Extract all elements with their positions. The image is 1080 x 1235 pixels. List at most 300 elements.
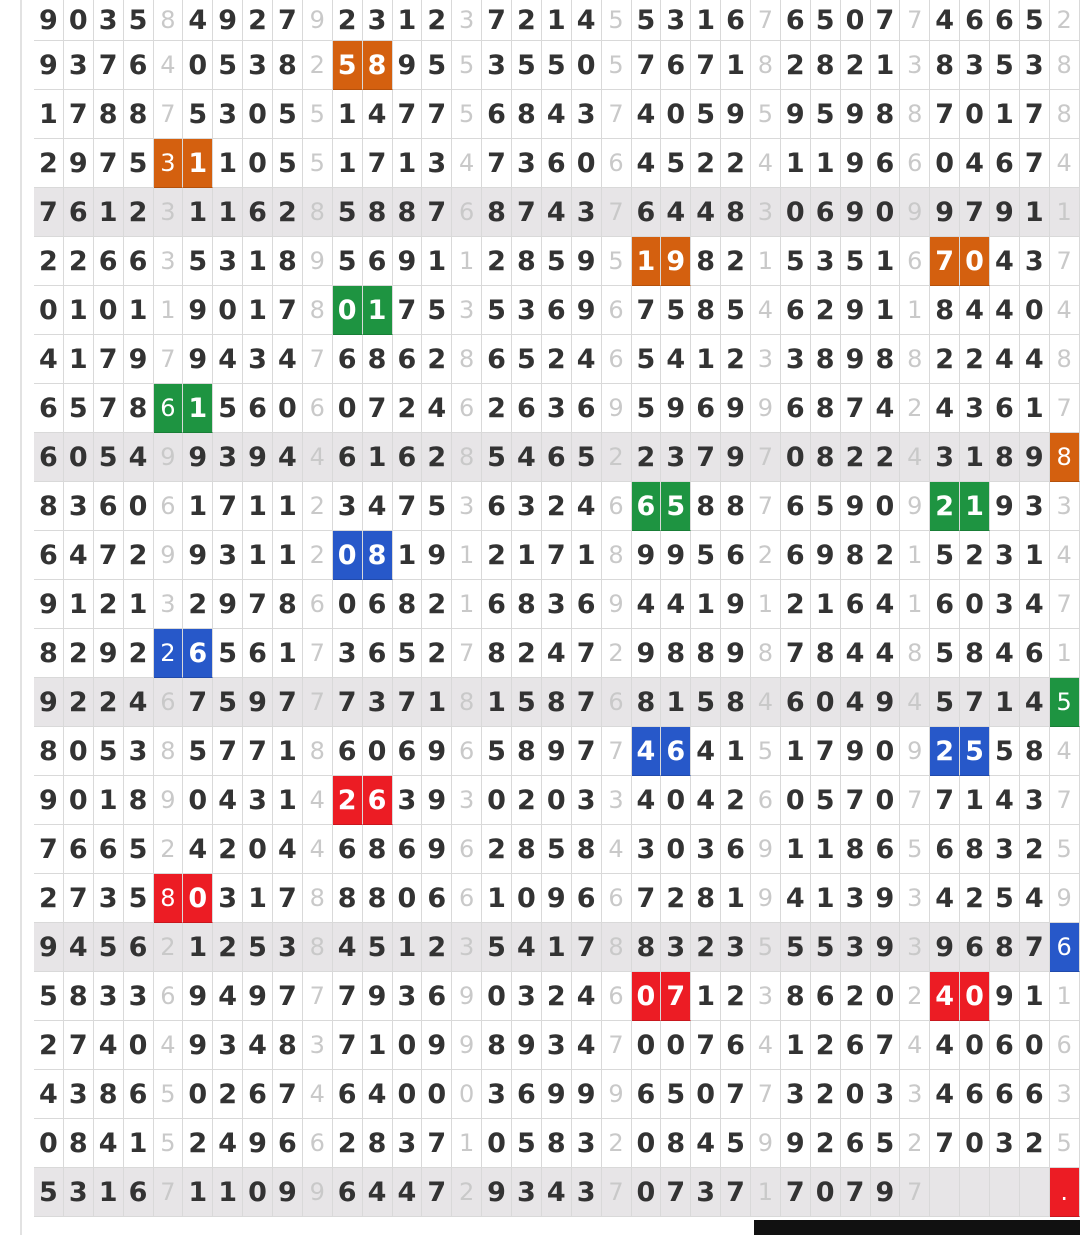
grid-digit: 5 xyxy=(1020,0,1050,41)
grid-digit: 7 xyxy=(363,139,393,188)
grid-digit: 7 xyxy=(422,188,452,237)
grid-row xyxy=(34,90,1080,139)
grid-digit: 1 xyxy=(572,531,602,580)
grid-digit: 6 xyxy=(393,727,423,776)
separator-digit: 7 xyxy=(602,1168,632,1217)
grid-digit: 1 xyxy=(811,139,841,188)
grid-digit: 3 xyxy=(213,90,243,139)
grid-digit: 5 xyxy=(811,776,841,825)
separator-digit: 7 xyxy=(154,335,184,384)
grid-digit: 5 xyxy=(930,678,960,727)
grid-digit: 0 xyxy=(243,139,273,188)
grid-digit: 9 xyxy=(183,531,213,580)
grid-digit: 3 xyxy=(542,580,572,629)
grid-digit: 5 xyxy=(482,727,512,776)
grid-digit: 8 xyxy=(542,678,572,727)
grid-digit: 8 xyxy=(363,825,393,874)
separator-digit: 7 xyxy=(154,90,184,139)
grid-digit: 0 xyxy=(691,1070,721,1119)
grid-digit: 6 xyxy=(781,482,811,531)
grid-digit: 7 xyxy=(213,482,243,531)
separator-digit: 9 xyxy=(1050,874,1080,923)
grid-digit: 4 xyxy=(661,188,691,237)
grid-digit: 5 xyxy=(781,923,811,972)
grid-digit: 2 xyxy=(34,874,64,923)
grid-digit: 9 xyxy=(542,727,572,776)
separator-digit: 3 xyxy=(900,1070,930,1119)
separator-digit: 7 xyxy=(303,972,333,1021)
grid-digit: 6 xyxy=(1020,1070,1050,1119)
separator-digit: 3 xyxy=(602,776,632,825)
grid-digit: 1 xyxy=(243,531,273,580)
grid-digit: 0 xyxy=(572,41,602,90)
grid-digit: 0 xyxy=(781,188,811,237)
grid-digit: 0 xyxy=(572,139,602,188)
grid-digit: 2 xyxy=(1020,825,1050,874)
grid-digit: 1 xyxy=(691,0,721,41)
grid-digit: 2 xyxy=(512,629,542,678)
grid-digit: 3 xyxy=(1020,41,1050,90)
separator-digit: 5 xyxy=(1050,825,1080,874)
grid-digit: 7 xyxy=(841,384,871,433)
grid-digit: 6 xyxy=(542,139,572,188)
grid-digit: 5 xyxy=(811,923,841,972)
grid-digit: 7 xyxy=(930,1119,960,1168)
grid-digit: 9 xyxy=(811,531,841,580)
grid-digit: 1 xyxy=(243,237,273,286)
grid-digit: 1 xyxy=(213,1168,243,1217)
grid-digit: 3 xyxy=(841,923,871,972)
grid-digit: 2 xyxy=(422,433,452,482)
separator-digit: 3 xyxy=(452,923,482,972)
grid-digit: 2 xyxy=(542,482,572,531)
separator-digit: 8 xyxy=(452,678,482,727)
grid-digit: 7 xyxy=(422,1119,452,1168)
number-grid xyxy=(34,0,1080,1220)
grid-digit: 4 xyxy=(363,90,393,139)
grid-digit: 8 xyxy=(960,629,990,678)
grid-digit: 5 xyxy=(34,972,64,1021)
highlighted-digit: 1 xyxy=(363,286,393,335)
grid-digit: 5 xyxy=(243,923,273,972)
grid-digit: 5 xyxy=(691,531,721,580)
grid-digit: 8 xyxy=(273,580,303,629)
grid-digit: 5 xyxy=(811,90,841,139)
grid-digit: 7 xyxy=(273,678,303,727)
grid-digit: 1 xyxy=(243,482,273,531)
grid-digit: 3 xyxy=(990,825,1020,874)
separator-digit: 4 xyxy=(751,139,781,188)
grid-digit: 8 xyxy=(482,188,512,237)
highlighted-digit: 0 xyxy=(632,972,662,1021)
grid-digit: 3 xyxy=(333,629,363,678)
grid-digit: 1 xyxy=(273,531,303,580)
grid-digit: 4 xyxy=(1020,335,1050,384)
grid-digit: 9 xyxy=(183,433,213,482)
grid-digit: 2 xyxy=(94,580,124,629)
separator-digit: 3 xyxy=(452,482,482,531)
separator-digit: 8 xyxy=(303,727,333,776)
grid-digit: 6 xyxy=(124,1168,154,1217)
grid-digit: 1 xyxy=(811,874,841,923)
separator-digit: 7 xyxy=(602,188,632,237)
grid-digit: 3 xyxy=(393,1119,423,1168)
grid-digit: 6 xyxy=(64,825,94,874)
separator-digit: 8 xyxy=(303,923,333,972)
grid-digit: 1 xyxy=(64,580,94,629)
grid-digit: 9 xyxy=(721,580,751,629)
grid-digit: 0 xyxy=(781,776,811,825)
grid-digit: 4 xyxy=(572,972,602,1021)
grid-digit: 4 xyxy=(691,1119,721,1168)
grid-digit: 0 xyxy=(632,1168,662,1217)
grid-digit: 0 xyxy=(34,1119,64,1168)
grid-digit: 4 xyxy=(930,874,960,923)
separator-digit: 9 xyxy=(751,874,781,923)
separator-digit: 7 xyxy=(900,776,930,825)
grid-digit: 5 xyxy=(34,1168,64,1217)
grid-digit: 4 xyxy=(243,1021,273,1070)
separator-digit: 1 xyxy=(751,1168,781,1217)
grid-digit: 7 xyxy=(333,972,363,1021)
grid-digit: 3 xyxy=(661,923,691,972)
grid-digit: 6 xyxy=(273,1119,303,1168)
grid-digit: 0 xyxy=(64,0,94,41)
grid-digit: 4 xyxy=(1020,580,1050,629)
grid-digit: 5 xyxy=(94,923,124,972)
grid-digit: 4 xyxy=(34,335,64,384)
highlighted-digit: 0 xyxy=(183,874,213,923)
grid-digit: 6 xyxy=(124,923,154,972)
grid-digit: 5 xyxy=(990,727,1020,776)
grid-digit: 0 xyxy=(781,433,811,482)
grid-digit: 3 xyxy=(781,335,811,384)
highlighted-digit: 8 xyxy=(363,531,393,580)
grid-digit: 9 xyxy=(213,580,243,629)
grid-digit: 3 xyxy=(94,874,124,923)
separator-digit: 3 xyxy=(900,923,930,972)
grid-digit: 6 xyxy=(572,580,602,629)
separator-digit: 7 xyxy=(452,629,482,678)
grid-digit: 4 xyxy=(691,188,721,237)
separator-digit: 9 xyxy=(602,580,632,629)
grid-digit: 7 xyxy=(512,188,542,237)
grid-digit: 7 xyxy=(393,482,423,531)
separator-digit: 7 xyxy=(751,1070,781,1119)
separator-digit: 3 xyxy=(154,580,184,629)
highlighted-digit: 2 xyxy=(154,629,184,678)
grid-digit: 9 xyxy=(661,531,691,580)
grid-digit: 6 xyxy=(243,384,273,433)
grid-digit: 4 xyxy=(1020,874,1050,923)
grid-row xyxy=(34,972,1080,1021)
separator-digit: 8 xyxy=(602,531,632,580)
grid-digit: 7 xyxy=(273,1070,303,1119)
grid-digit: 2 xyxy=(422,580,452,629)
separator-digit: 4 xyxy=(154,41,184,90)
grid-digit: 6 xyxy=(990,1021,1020,1070)
grid-digit: 8 xyxy=(34,629,64,678)
grid-digit: 5 xyxy=(691,90,721,139)
grid-digit: 1 xyxy=(393,923,423,972)
separator-digit: 4 xyxy=(900,1021,930,1070)
grid-digit: 7 xyxy=(363,384,393,433)
grid-digit: 3 xyxy=(64,482,94,531)
grid-digit: 0 xyxy=(64,776,94,825)
grid-digit: 6 xyxy=(632,188,662,237)
grid-digit: 2 xyxy=(512,776,542,825)
separator-digit: 2 xyxy=(602,629,632,678)
separator-digit: 7 xyxy=(1050,237,1080,286)
grid-digit: 6 xyxy=(482,335,512,384)
separator-digit: 3 xyxy=(154,237,184,286)
grid-digit: 2 xyxy=(124,629,154,678)
grid-digit: 3 xyxy=(990,580,1020,629)
separator-digit: 2 xyxy=(900,1119,930,1168)
grid-digit: 7 xyxy=(781,629,811,678)
grid-digit: 2 xyxy=(781,41,811,90)
grid-row xyxy=(34,629,1080,678)
grid-digit: 1 xyxy=(183,1168,213,1217)
separator-digit: 5 xyxy=(303,139,333,188)
grid-digit: 4 xyxy=(213,335,243,384)
grid-digit: 0 xyxy=(243,90,273,139)
grid-digit: 1 xyxy=(1020,972,1050,1021)
grid-digit: 8 xyxy=(124,776,154,825)
separator-digit: 8 xyxy=(900,335,930,384)
grid-digit: 6 xyxy=(422,972,452,1021)
grid-digit: 9 xyxy=(841,90,871,139)
separator-digit: 1 xyxy=(900,580,930,629)
grid-digit: 2 xyxy=(333,0,363,41)
grid-digit: 8 xyxy=(811,433,841,482)
grid-digit: 0 xyxy=(333,580,363,629)
grid-digit: 7 xyxy=(841,776,871,825)
highlighted-digit: 0 xyxy=(333,531,363,580)
grid-digit: 2 xyxy=(482,531,512,580)
separator-digit: 4 xyxy=(602,825,632,874)
grid-digit: 3 xyxy=(512,482,542,531)
grid-digit: 9 xyxy=(990,482,1020,531)
grid-digit xyxy=(1020,1168,1050,1217)
separator-digit: 6 xyxy=(602,482,632,531)
grid-digit: 2 xyxy=(64,678,94,727)
grid-digit: 1 xyxy=(1020,188,1050,237)
grid-digit: 7 xyxy=(482,139,512,188)
grid-digit: 4 xyxy=(333,923,363,972)
grid-digit: 9 xyxy=(930,923,960,972)
grid-digit: 6 xyxy=(243,188,273,237)
grid-digit: 8 xyxy=(990,433,1020,482)
grid-digit: 9 xyxy=(841,139,871,188)
grid-digit: 3 xyxy=(1020,776,1050,825)
grid-digit: 4 xyxy=(213,1119,243,1168)
grid-digit: 2 xyxy=(213,825,243,874)
grid-digit: 7 xyxy=(64,1021,94,1070)
grid-digit: 9 xyxy=(632,629,662,678)
separator-digit: 2 xyxy=(900,384,930,433)
grid-digit: 2 xyxy=(542,972,572,1021)
grid-digit: 3 xyxy=(213,433,243,482)
separator-digit: 9 xyxy=(154,776,184,825)
grid-digit: 1 xyxy=(990,90,1020,139)
separator-digit: 7 xyxy=(1050,384,1080,433)
grid-digit: 3 xyxy=(1020,482,1050,531)
grid-digit: 9 xyxy=(422,531,452,580)
grid-digit: 4 xyxy=(363,482,393,531)
separator-digit: 2 xyxy=(751,531,781,580)
grid-digit: 6 xyxy=(482,90,512,139)
separator-digit: 5 xyxy=(602,237,632,286)
separator-digit: 3 xyxy=(452,776,482,825)
grid-digit: 6 xyxy=(960,1070,990,1119)
grid-digit: 7 xyxy=(243,580,273,629)
grid-digit: 4 xyxy=(691,727,721,776)
grid-digit: 7 xyxy=(930,776,960,825)
highlighted-digit: 7 xyxy=(661,972,691,1021)
grid-digit: 2 xyxy=(34,1021,64,1070)
highlighted-digit: 1 xyxy=(183,139,213,188)
grid-digit: 3 xyxy=(273,923,303,972)
grid-digit: 8 xyxy=(333,874,363,923)
grid-digit: 6 xyxy=(393,433,423,482)
grid-digit: 7 xyxy=(422,90,452,139)
grid-digit: 9 xyxy=(721,433,751,482)
grid-digit: 7 xyxy=(273,874,303,923)
grid-digit: 3 xyxy=(1020,237,1050,286)
grid-digit: 6 xyxy=(691,384,721,433)
grid-digit: 9 xyxy=(871,678,901,727)
grid-digit: 1 xyxy=(781,727,811,776)
grid-digit: 4 xyxy=(960,286,990,335)
separator-digit: 4 xyxy=(751,1021,781,1070)
grid-digit: 6 xyxy=(124,41,154,90)
grid-digit: 2 xyxy=(930,335,960,384)
grid-row xyxy=(34,188,1080,237)
separator-digit: 6 xyxy=(900,139,930,188)
left-margin-rule xyxy=(20,0,22,1235)
grid-digit: 2 xyxy=(273,188,303,237)
grid-digit: 0 xyxy=(871,727,901,776)
grid-digit: 6 xyxy=(990,0,1020,41)
grid-digit: 8 xyxy=(721,678,751,727)
grid-digit: 4 xyxy=(572,1021,602,1070)
highlighted-digit: 8 xyxy=(1050,433,1080,482)
grid-digit: 7 xyxy=(572,629,602,678)
separator-digit: 9 xyxy=(303,1168,333,1217)
separator-digit: 8 xyxy=(900,90,930,139)
separator-digit: 1 xyxy=(751,580,781,629)
separator-digit: 9 xyxy=(602,384,632,433)
separator-digit: 1 xyxy=(452,531,482,580)
grid-digit: 4 xyxy=(990,629,1020,678)
grid-digit: 5 xyxy=(632,384,662,433)
separator-digit: 4 xyxy=(303,1070,333,1119)
separator-digit: 8 xyxy=(1050,335,1080,384)
grid-digit: 6 xyxy=(960,0,990,41)
grid-digit: 9 xyxy=(422,825,452,874)
grid-digit: 5 xyxy=(273,139,303,188)
grid-digit: 7 xyxy=(482,0,512,41)
grid-digit: 4 xyxy=(542,1168,572,1217)
grid-digit: 1 xyxy=(691,335,721,384)
grid-digit: 9 xyxy=(482,1168,512,1217)
grid-digit: 3 xyxy=(213,874,243,923)
grid-digit: 2 xyxy=(213,923,243,972)
grid-digit: 2 xyxy=(482,237,512,286)
grid-digit: 4 xyxy=(572,335,602,384)
separator-digit: 3 xyxy=(1050,482,1080,531)
grid-row xyxy=(34,139,1080,188)
grid-digit: 2 xyxy=(841,41,871,90)
grid-digit: 4 xyxy=(930,1070,960,1119)
separator-digit: 6 xyxy=(751,776,781,825)
separator-digit: 3 xyxy=(452,286,482,335)
grid-digit: 7 xyxy=(721,1070,751,1119)
grid-digit: 5 xyxy=(930,531,960,580)
grid-digit: 0 xyxy=(871,482,901,531)
grid-digit: 2 xyxy=(960,874,990,923)
grid-digit: 2 xyxy=(960,335,990,384)
grid-digit: 0 xyxy=(811,678,841,727)
grid-digit: 1 xyxy=(183,188,213,237)
grid-digit: 9 xyxy=(393,237,423,286)
separator-digit: 4 xyxy=(751,286,781,335)
grid-digit: 6 xyxy=(542,286,572,335)
grid-digit: 8 xyxy=(64,972,94,1021)
separator-digit: 9 xyxy=(900,727,930,776)
grid-digit: 3 xyxy=(841,874,871,923)
grid-digit: 9 xyxy=(572,237,602,286)
grid-digit: 8 xyxy=(512,825,542,874)
grid-digit: 6 xyxy=(94,237,124,286)
grid-digit: 0 xyxy=(393,1070,423,1119)
grid-digit: 1 xyxy=(781,1021,811,1070)
grid-digit: 2 xyxy=(482,825,512,874)
grid-digit: 5 xyxy=(482,923,512,972)
grid-digit: 9 xyxy=(572,1070,602,1119)
grid-digit: 9 xyxy=(34,0,64,41)
separator-digit: 3 xyxy=(303,1021,333,1070)
grid-digit: 5 xyxy=(721,1119,751,1168)
grid-digit: 8 xyxy=(273,237,303,286)
grid-digit: 5 xyxy=(542,41,572,90)
grid-digit: 8 xyxy=(841,825,871,874)
grid-digit: 7 xyxy=(632,41,662,90)
separator-digit: 2 xyxy=(303,482,333,531)
grid-digit: 2 xyxy=(393,384,423,433)
separator-digit: 1 xyxy=(1050,972,1080,1021)
grid-digit: 2 xyxy=(811,1070,841,1119)
grid-digit: 9 xyxy=(990,972,1020,1021)
grid-digit: 9 xyxy=(871,1168,901,1217)
grid-digit: 3 xyxy=(512,286,542,335)
separator-digit: 5 xyxy=(751,90,781,139)
grid-digit: 1 xyxy=(183,482,213,531)
grid-row xyxy=(34,384,1080,433)
highlighted-digit: 0 xyxy=(960,972,990,1021)
highlighted-digit: 5 xyxy=(1050,678,1080,727)
grid-digit: 1 xyxy=(721,41,751,90)
grid-digit: 6 xyxy=(393,825,423,874)
separator-digit: 9 xyxy=(900,482,930,531)
grid-row xyxy=(34,41,1080,90)
grid-digit: 5 xyxy=(661,139,691,188)
grid-digit: 5 xyxy=(422,286,452,335)
grid-digit: 8 xyxy=(811,629,841,678)
grid-digit: 6 xyxy=(512,384,542,433)
highlighted-digit: 8 xyxy=(363,41,393,90)
